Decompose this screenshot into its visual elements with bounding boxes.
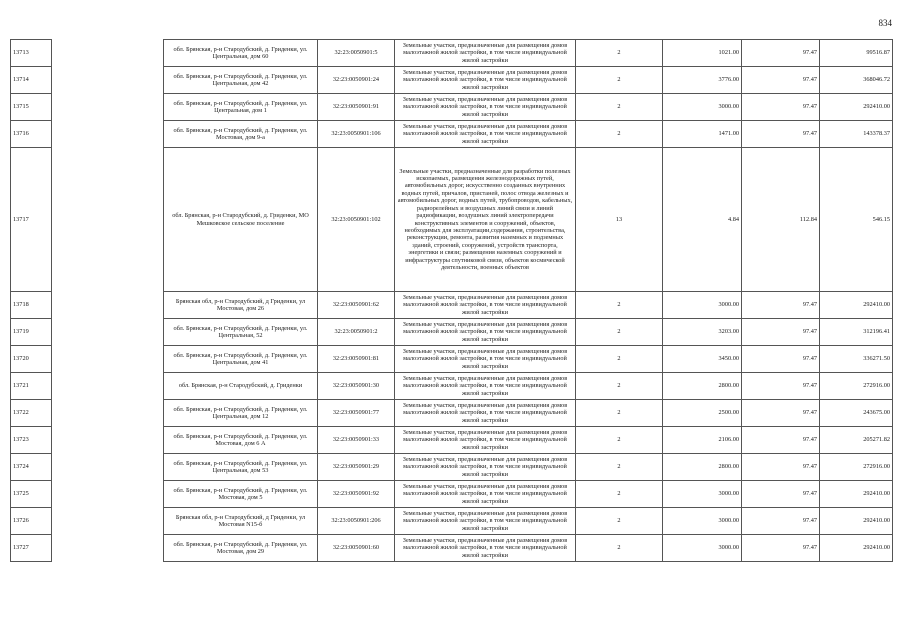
cadastral-number-cell: 32:23:0050901:24 [318, 67, 395, 94]
area-cell: 3000.00 [663, 292, 742, 319]
address-cell: обл. Брянская, р-н Стародубский, д. Гриденки, ул. Центральная, дом 1 [164, 94, 318, 121]
address-cell: обл. Брянская, р-н Стародубский, д. Гриденки, ул. Центральная, дом 12 [164, 400, 318, 427]
specific-value-cell: 97.47 [742, 427, 820, 454]
area-cell: 2106.00 [663, 427, 742, 454]
category-code-cell: 2 [576, 481, 663, 508]
row-number: 13718 [11, 292, 52, 319]
cadastral-value-cell: 292410.00 [820, 508, 893, 535]
permitted-use-cell: Земельные участки, предназначенные для размещения домов малоэтажной жилой застройки, в том числе индивидуальной жилой застройки [395, 121, 576, 148]
permitted-use-cell: Земельные участки, предназначенные для размещения домов малоэтажной жилой застройки, в том числе индивидуальной жилой застройки [395, 454, 576, 481]
category-code-cell: 2 [576, 40, 663, 67]
table-row [11, 319, 893, 346]
table-row [11, 292, 893, 319]
cadastral-number-cell: 32:23:0050901:77 [318, 400, 395, 427]
area-cell: 3000.00 [663, 481, 742, 508]
cadastral-number-cell: 32:23:0050901:106 [318, 121, 395, 148]
cadastral-value-cell: 272916.00 [820, 454, 893, 481]
row-number: 13715 [11, 94, 52, 121]
row-number: 13713 [11, 40, 52, 67]
area-cell: 3450.00 [663, 346, 742, 373]
cadastral-value-cell: 292410.00 [820, 481, 893, 508]
row-number: 13714 [11, 67, 52, 94]
row-number: 13724 [11, 454, 52, 481]
permitted-use-cell: Земельные участки, предназначенные для размещения домов малоэтажной жилой застройки, в том числе индивидуальной жилой застройки [395, 373, 576, 400]
specific-value-cell: 97.47 [742, 481, 820, 508]
address-cell: Брянская обл, р-н Стародубский, д Гриденки, ул Мостовая, дом 26 [164, 292, 318, 319]
specific-value-cell: 97.47 [742, 67, 820, 94]
table-row [11, 427, 893, 454]
category-code-cell: 2 [576, 67, 663, 94]
category-code-cell: 2 [576, 400, 663, 427]
category-code-cell: 13 [576, 148, 663, 292]
area-cell: 3203.00 [663, 319, 742, 346]
specific-value-cell: 97.47 [742, 373, 820, 400]
address-cell: обл. Брянская, р-н Стародубский, д. Гриденки [164, 373, 318, 400]
area-cell: 3000.00 [663, 508, 742, 535]
address-cell: обл. Брянская, р-н Стародубский, д. Гриденки, ул. Мостовая, дом 5 [164, 481, 318, 508]
specific-value-cell: 97.47 [742, 121, 820, 148]
cadastral-number-cell: 32:23:0050901:91 [318, 94, 395, 121]
category-code-cell: 2 [576, 346, 663, 373]
address-cell: обл. Брянская, р-н Стародубский, д. Гриденки, ул. Центральная, 52 [164, 319, 318, 346]
specific-value-cell: 97.47 [742, 94, 820, 121]
category-code-cell: 2 [576, 292, 663, 319]
address-cell: обл. Брянская, р-н Стародубский, д. Гриденки, ул. Мостовая, дом 29 [164, 535, 318, 562]
address-cell: обл. Брянская, р-н Стародубский, д. Гриденки, ул. Центральная, дом 42 [164, 67, 318, 94]
area-cell: 2800.00 [663, 454, 742, 481]
category-code-cell: 2 [576, 508, 663, 535]
area-cell: 4.84 [663, 148, 742, 292]
row-number: 13719 [11, 319, 52, 346]
category-code-cell: 2 [576, 373, 663, 400]
row-number: 13727 [11, 535, 52, 562]
area-cell: 3000.00 [663, 535, 742, 562]
row-number: 13722 [11, 400, 52, 427]
cadastral-value-cell: 205271.82 [820, 427, 893, 454]
address-cell: обл. Брянская, р-н Стародубский, д. Гриденки, ул. Центральная, дом 41 [164, 346, 318, 373]
specific-value-cell: 97.47 [742, 40, 820, 67]
row-number: 13721 [11, 373, 52, 400]
category-code-cell: 2 [576, 535, 663, 562]
permitted-use-cell: Земельные участки, предназначенные для размещения домов малоэтажной жилой застройки, в том числе индивидуальной жилой застройки [395, 535, 576, 562]
permitted-use-cell: Земельные участки, предназначенные для размещения домов малоэтажной жилой застройки, в том числе индивидуальной жилой застройки [395, 292, 576, 319]
cadastral-value-cell: 292410.00 [820, 292, 893, 319]
permitted-use-cell: Земельные участки, предназначенные для размещения домов малоэтажной жилой застройки, в том числе индивидуальной жилой застройки [395, 346, 576, 373]
cadastral-number-cell: 32:23:0050901:102 [318, 148, 395, 292]
permitted-use-cell: Земельные участки, предназначенные для разработки полезных ископаемых, размещения железнодорожных путей, автомобильных дорог, искусственно созданных внутренних водных путей, причалов, пристаней, полос отвода железных и автомобильных дорог, водных путей, трубопроводов, кабельных, радиорелейных и воздушных линий связи и линий радиофикации, воздушных линий электропередачи конструктивных элементов и сооружений, объектов, необходимых для эксплуатации,содержания, строительства, реконструкции, ремонта, развития наземных и подземных зданий, строений, сооружений, устройств транспорта, энергетики и связи; размещения наземных сооружений и инфраструктуры спутниковой связи, объектов космической деятельности, военных объектов [395, 148, 576, 292]
category-code-cell: 2 [576, 319, 663, 346]
permitted-use-cell: Земельные участки, предназначенные для размещения домов малоэтажной жилой застройки, в том числе индивидуальной жилой застройки [395, 94, 576, 121]
specific-value-cell: 97.47 [742, 508, 820, 535]
address-cell: обл. Брянская, р-н Стародубский, д. Гриденки, ул. Центральная, дом 53 [164, 454, 318, 481]
category-code-cell: 2 [576, 94, 663, 121]
cadastral-number-cell: 32:23:0050901:92 [318, 481, 395, 508]
cadastral-value-cell: 546.15 [820, 148, 893, 292]
address-cell: обл. Брянская, р-н Стародубский, д. Гриденки, ул. Центральная, дом 60 [164, 40, 318, 67]
cadastral-number-cell: 32:23:0050901:62 [318, 292, 395, 319]
specific-value-cell: 97.47 [742, 346, 820, 373]
permitted-use-cell: Земельные участки, предназначенные для размещения домов малоэтажной жилой застройки, в том числе индивидуальной жилой застройки [395, 40, 576, 67]
cadastral-number-cell: 32:23:0050901:206 [318, 508, 395, 535]
cadastral-value-cell: 243675.00 [820, 400, 893, 427]
area-cell: 2500.00 [663, 400, 742, 427]
cadastral-number-cell: 32:23:0050901:81 [318, 346, 395, 373]
permitted-use-cell: Земельные участки, предназначенные для размещения домов малоэтажной жилой застройки, в том числе индивидуальной жилой застройки [395, 400, 576, 427]
area-cell: 2800.00 [663, 373, 742, 400]
page-number: 834 [878, 18, 892, 28]
cadastral-number-cell: 32:23:0050901:29 [318, 454, 395, 481]
category-code-cell: 2 [576, 427, 663, 454]
table-row [11, 373, 893, 400]
permitted-use-cell: Земельные участки, предназначенные для размещения домов малоэтажной жилой застройки, в том числе индивидуальной жилой застройки [395, 67, 576, 94]
cadastral-number-cell: 32:23:0050901:60 [318, 535, 395, 562]
cadastral-number-cell: 32:23:0050901:30 [318, 373, 395, 400]
cadastral-value-cell: 143378.37 [820, 121, 893, 148]
table-row [11, 400, 893, 427]
row-number: 13723 [11, 427, 52, 454]
specific-value-cell: 112.84 [742, 148, 820, 292]
cadastral-value-cell: 292410.00 [820, 535, 893, 562]
category-code-cell: 2 [576, 121, 663, 148]
row-number: 13720 [11, 346, 52, 373]
table-row [11, 148, 893, 292]
table-row [11, 508, 893, 535]
cadastral-value-cell: 292410.00 [820, 94, 893, 121]
permitted-use-cell: Земельные участки, предназначенные для размещения домов малоэтажной жилой застройки, в том числе индивидуальной жилой застройки [395, 508, 576, 535]
table-row [11, 67, 893, 94]
area-cell: 3776.00 [663, 67, 742, 94]
address-cell: обл. Брянская, р-н Стародубский, д. Гриденки, ул. Мостовая, дом 6 А [164, 427, 318, 454]
row-number: 13726 [11, 508, 52, 535]
specific-value-cell: 97.47 [742, 535, 820, 562]
area-cell: 1021.00 [663, 40, 742, 67]
specific-value-cell: 97.47 [742, 319, 820, 346]
permitted-use-cell: Земельные участки, предназначенные для размещения домов малоэтажной жилой застройки, в том числе индивидуальной жилой застройки [395, 481, 576, 508]
specific-value-cell: 97.47 [742, 400, 820, 427]
address-cell: обл. Брянская, р-н Стародубский, д. Гриденки, МО Мешковское сельское поселение [164, 148, 318, 292]
area-cell: 3000.00 [663, 94, 742, 121]
table-row [11, 94, 893, 121]
table-row [11, 40, 893, 67]
table-row [11, 535, 893, 562]
row-number: 13716 [11, 121, 52, 148]
area-cell: 1471.00 [663, 121, 742, 148]
row-number: 13717 [11, 148, 52, 292]
table-row [11, 346, 893, 373]
cadastral-value-cell: 312196.41 [820, 319, 893, 346]
cadastral-number-cell: 32:23:0050901:33 [318, 427, 395, 454]
table-row [11, 454, 893, 481]
permitted-use-cell: Земельные участки, предназначенные для размещения домов малоэтажной жилой застройки, в том числе индивидуальной жилой застройки [395, 319, 576, 346]
specific-value-cell: 97.47 [742, 292, 820, 319]
cadastral-value-cell: 272916.00 [820, 373, 893, 400]
cadastral-value-cell: 368046.72 [820, 67, 893, 94]
address-cell: Брянская обл, р-н Стародубский, д Гриденки, ул Мостовая N15-б [164, 508, 318, 535]
specific-value-cell: 97.47 [742, 454, 820, 481]
cadastral-number-cell: 32:23:0050901:5 [318, 40, 395, 67]
cadastral-value-cell: 99516.87 [820, 40, 893, 67]
table-row [11, 481, 893, 508]
cadastral-number-cell: 32:23:0050901:2 [318, 319, 395, 346]
cadastral-value-cell: 336271.50 [820, 346, 893, 373]
address-cell: обл. Брянская, р-н Стародубский, д. Гриденки, ул. Мостовая, дом 9-а [164, 121, 318, 148]
category-code-cell: 2 [576, 454, 663, 481]
row-number: 13725 [11, 481, 52, 508]
table-row [11, 121, 893, 148]
land-registry-table [10, 39, 893, 562]
registry-body [11, 40, 893, 562]
permitted-use-cell: Земельные участки, предназначенные для размещения домов малоэтажной жилой застройки, в том числе индивидуальной жилой застройки [395, 427, 576, 454]
